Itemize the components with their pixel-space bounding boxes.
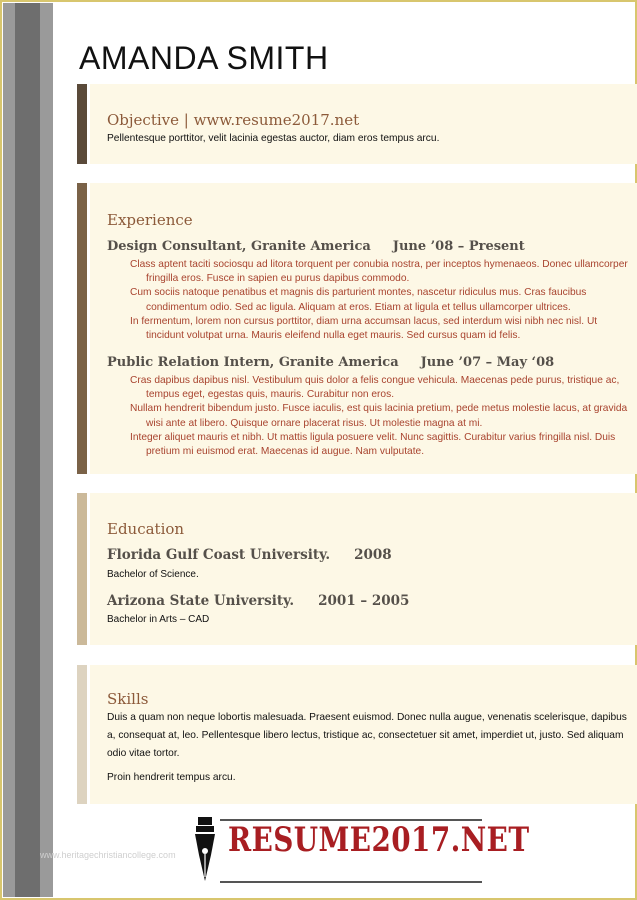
- job-bullets: [130, 258, 633, 343]
- job-bullet: Nullam hendrerit bibendum justo. Fusce iaculis, est quis lacinia pretium, pede metus molestie lacus, at gravida wisi ante at libero. Quisque ornare placerat risus. Ut molestie magna at mi.: [130, 403, 628, 429]
- job-bullet: Cum sociis natoque penatibus et magnis dis parturient montes, nascetur ridiculus mus. Cras faucibus condimentum odio. Sed ac ligula. Aliquam at eros. Etiam at ligula et tellus ullamcorper ultrices.: [130, 287, 587, 313]
- objective-section: [90, 84, 637, 164]
- job-bullets: [130, 374, 633, 459]
- job-bullet: Class aptent taciti sociosqu ad litora torquent per conubia nostra, per inceptos hymenaeos. Donec ullamcorper fringilla eros. Fusce in sapien eu purus dapibus commodo.: [130, 259, 628, 285]
- job-date: June ’08 – Present: [392, 239, 525, 254]
- candidate-name: AMANDA SMITH: [79, 40, 329, 76]
- objective-heading: Objective | www.resume2017.net: [107, 111, 360, 129]
- school-degree: Bachelor of Science.: [107, 569, 199, 580]
- experience-heading: Experience: [107, 211, 193, 229]
- experience-section: [90, 183, 637, 474]
- education-section: [90, 493, 637, 645]
- school-name: Arizona State University.: [107, 593, 295, 609]
- site-logo: [190, 815, 530, 887]
- education-heading: Education: [107, 520, 185, 538]
- school-name: Florida Gulf Coast University.: [107, 547, 331, 563]
- school-degree: Bachelor in Arts – CAD: [107, 614, 210, 625]
- skills-text: Duis a quam non neque lobortis malesuada. Praesent euismod. Donec nulla augue, venenatis scelerisque, dapibus a, consequat at, leo. Pellentesque libero lectus, tristique ac, consectetuer sit amet, imperdiet ut, justo. Sed aliquam odio vitae tortor.: [107, 712, 627, 759]
- watermark: www.heritagechristiancollege.com: [40, 850, 176, 860]
- job-title-text: Design Consultant, Granite America: [107, 239, 371, 254]
- job-bullet: Integer aliquet mauris et nibh. Ut mattis ligula posuere velit. Nunc sagittis. Curabitur varius fringilla nisl. Duis pretium mi euismod erat. Maecenas id augue. Nam vulputate.: [130, 431, 616, 458]
- job-title-text: Public Relation Intern, Granite America: [107, 355, 399, 370]
- skills-heading: Skills: [107, 690, 149, 708]
- objective-accent-bar: [77, 84, 87, 164]
- logo-text: RESUME2017.NET: [228, 820, 530, 860]
- school-title: [107, 547, 392, 563]
- education-accent-bar: [77, 493, 87, 645]
- job-title: [107, 355, 554, 370]
- logo-bottom-rule: [220, 881, 482, 883]
- sidebar-bar-dark: [15, 3, 40, 897]
- job-bullet: In fermentum, lorem non cursus porttitor, diam urna accumsan lacus, sed interdum wisi nibh nec nisl. Ut tincidunt volutpat urna. Mauris eleifend nulla eget mauris. Sed cursus quam id felis.: [130, 315, 598, 342]
- skills-accent-bar: [77, 665, 87, 804]
- objective-text: Pellentesque porttitor, velit lacinia egestas auctor, diam eros tempus arcu.: [107, 133, 440, 144]
- skills-text-secondary: Proin hendrerit tempus arcu.: [107, 772, 236, 783]
- school-year: 2001 – 2005: [318, 593, 410, 609]
- job-title: [107, 239, 525, 254]
- skills-section: [90, 665, 637, 804]
- job-date: June ’07 – May ‘08: [420, 355, 555, 370]
- school-year: 2008: [354, 547, 392, 563]
- school-title: [107, 593, 409, 609]
- job-bullet: Cras dapibus dapibus nisl. Vestibulum quis dolor a felis congue vehicula. Maecenas pede purus, tristique ac, tempus eget, egestas quis, mauris. Curabitur non eros.: [130, 375, 620, 401]
- experience-accent-bar: [77, 183, 87, 474]
